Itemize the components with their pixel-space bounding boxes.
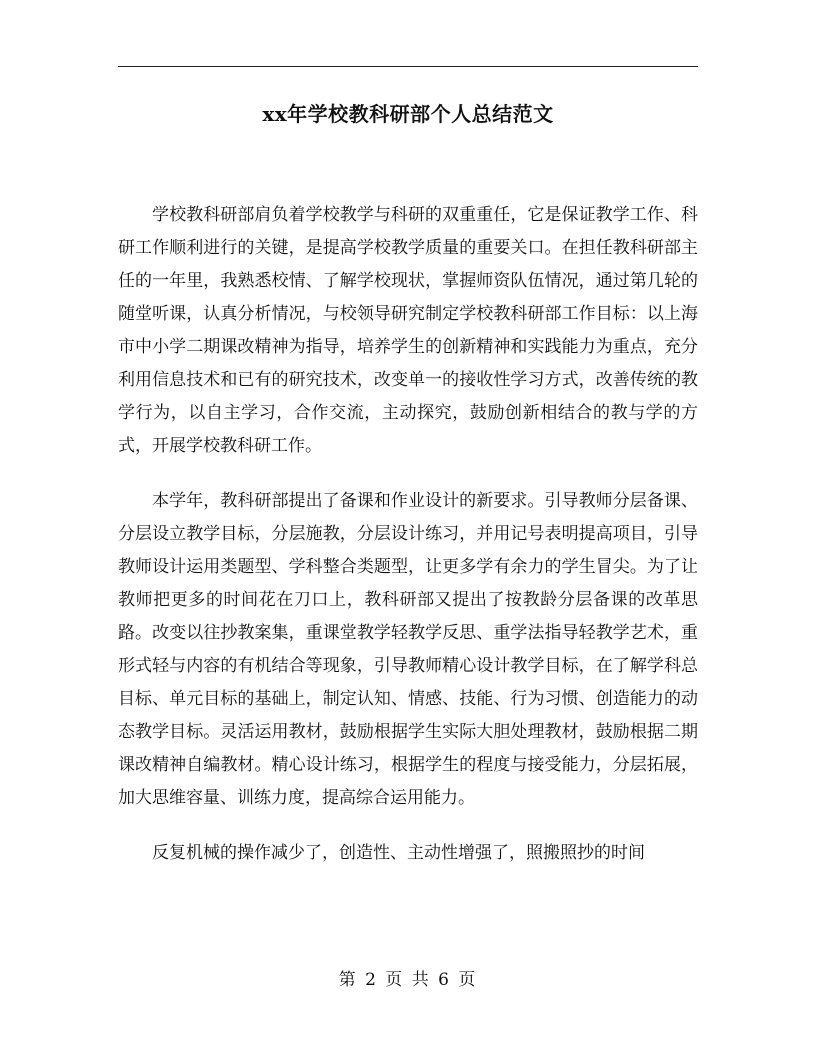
paragraph-1: 学校教科研部肩负着学校教学与科研的双重重任，它是保证教学工作、科研工作顺利进行的关键，是提高学校教学质量的重要关口。在担任教科研部主任的一年里，我熟悉校情、了解学校现状，掌握师资队伍情况，通过第几轮的随堂听课，认真分析情况，与校领导研究制定学校教科研部工作目标：以上海市中小学二期课改精神为指导，培养学生的创新精神和实践能力为重点，充分利用信息技术和已有的研究技术，改变单一的接收性学习方式，改善传统的教学行为，以自主学习，合作交流，主动探究，鼓励创新相结合的教与学的方式，开展学校教科研工作。: [118, 205, 698, 456]
header-rule: [118, 66, 698, 67]
paragraph-3: 反复机械的操作减少了，创造性、主动性增强了，照搬照抄的时间: [152, 843, 645, 863]
page-number: 第 2 页 共 6 页: [338, 970, 478, 990]
document-body: [118, 199, 698, 892]
page-title: xx年学校教科研部个人总结范文: [262, 102, 554, 126]
paragraph-2: 本学年，教科研部提出了备课和作业设计的新要求。引导教师分层备课、分层设立教学目标，分层施教，分层设计练习，并用记号表明提高项目，引导教师设计运用类题型、学科整合类题型，让更多学有余力的学生冒尖。为了让教师把更多的时间花在刀口上，教科研部又提出了按教龄分层备课的改革思路。改变以往抄教案集，重课堂教学轻教学反思、重学法指导轻教学艺术，重形式轻与内容的有机结合等现象，引导教师精心设计教学目标，在了解学科总目标、单元目标的基础上，制定认知、情感、技能、行为习惯、创造能力的动态教学目标。灵活运用教材，鼓励根据学生实际大胆处理教材，鼓励根据二期课改精神自编教材。精心设计练习，根据学生的程度与接受能力，分层拓展，加大思维容量、训练力度，提高综合运用能力。: [118, 491, 698, 808]
